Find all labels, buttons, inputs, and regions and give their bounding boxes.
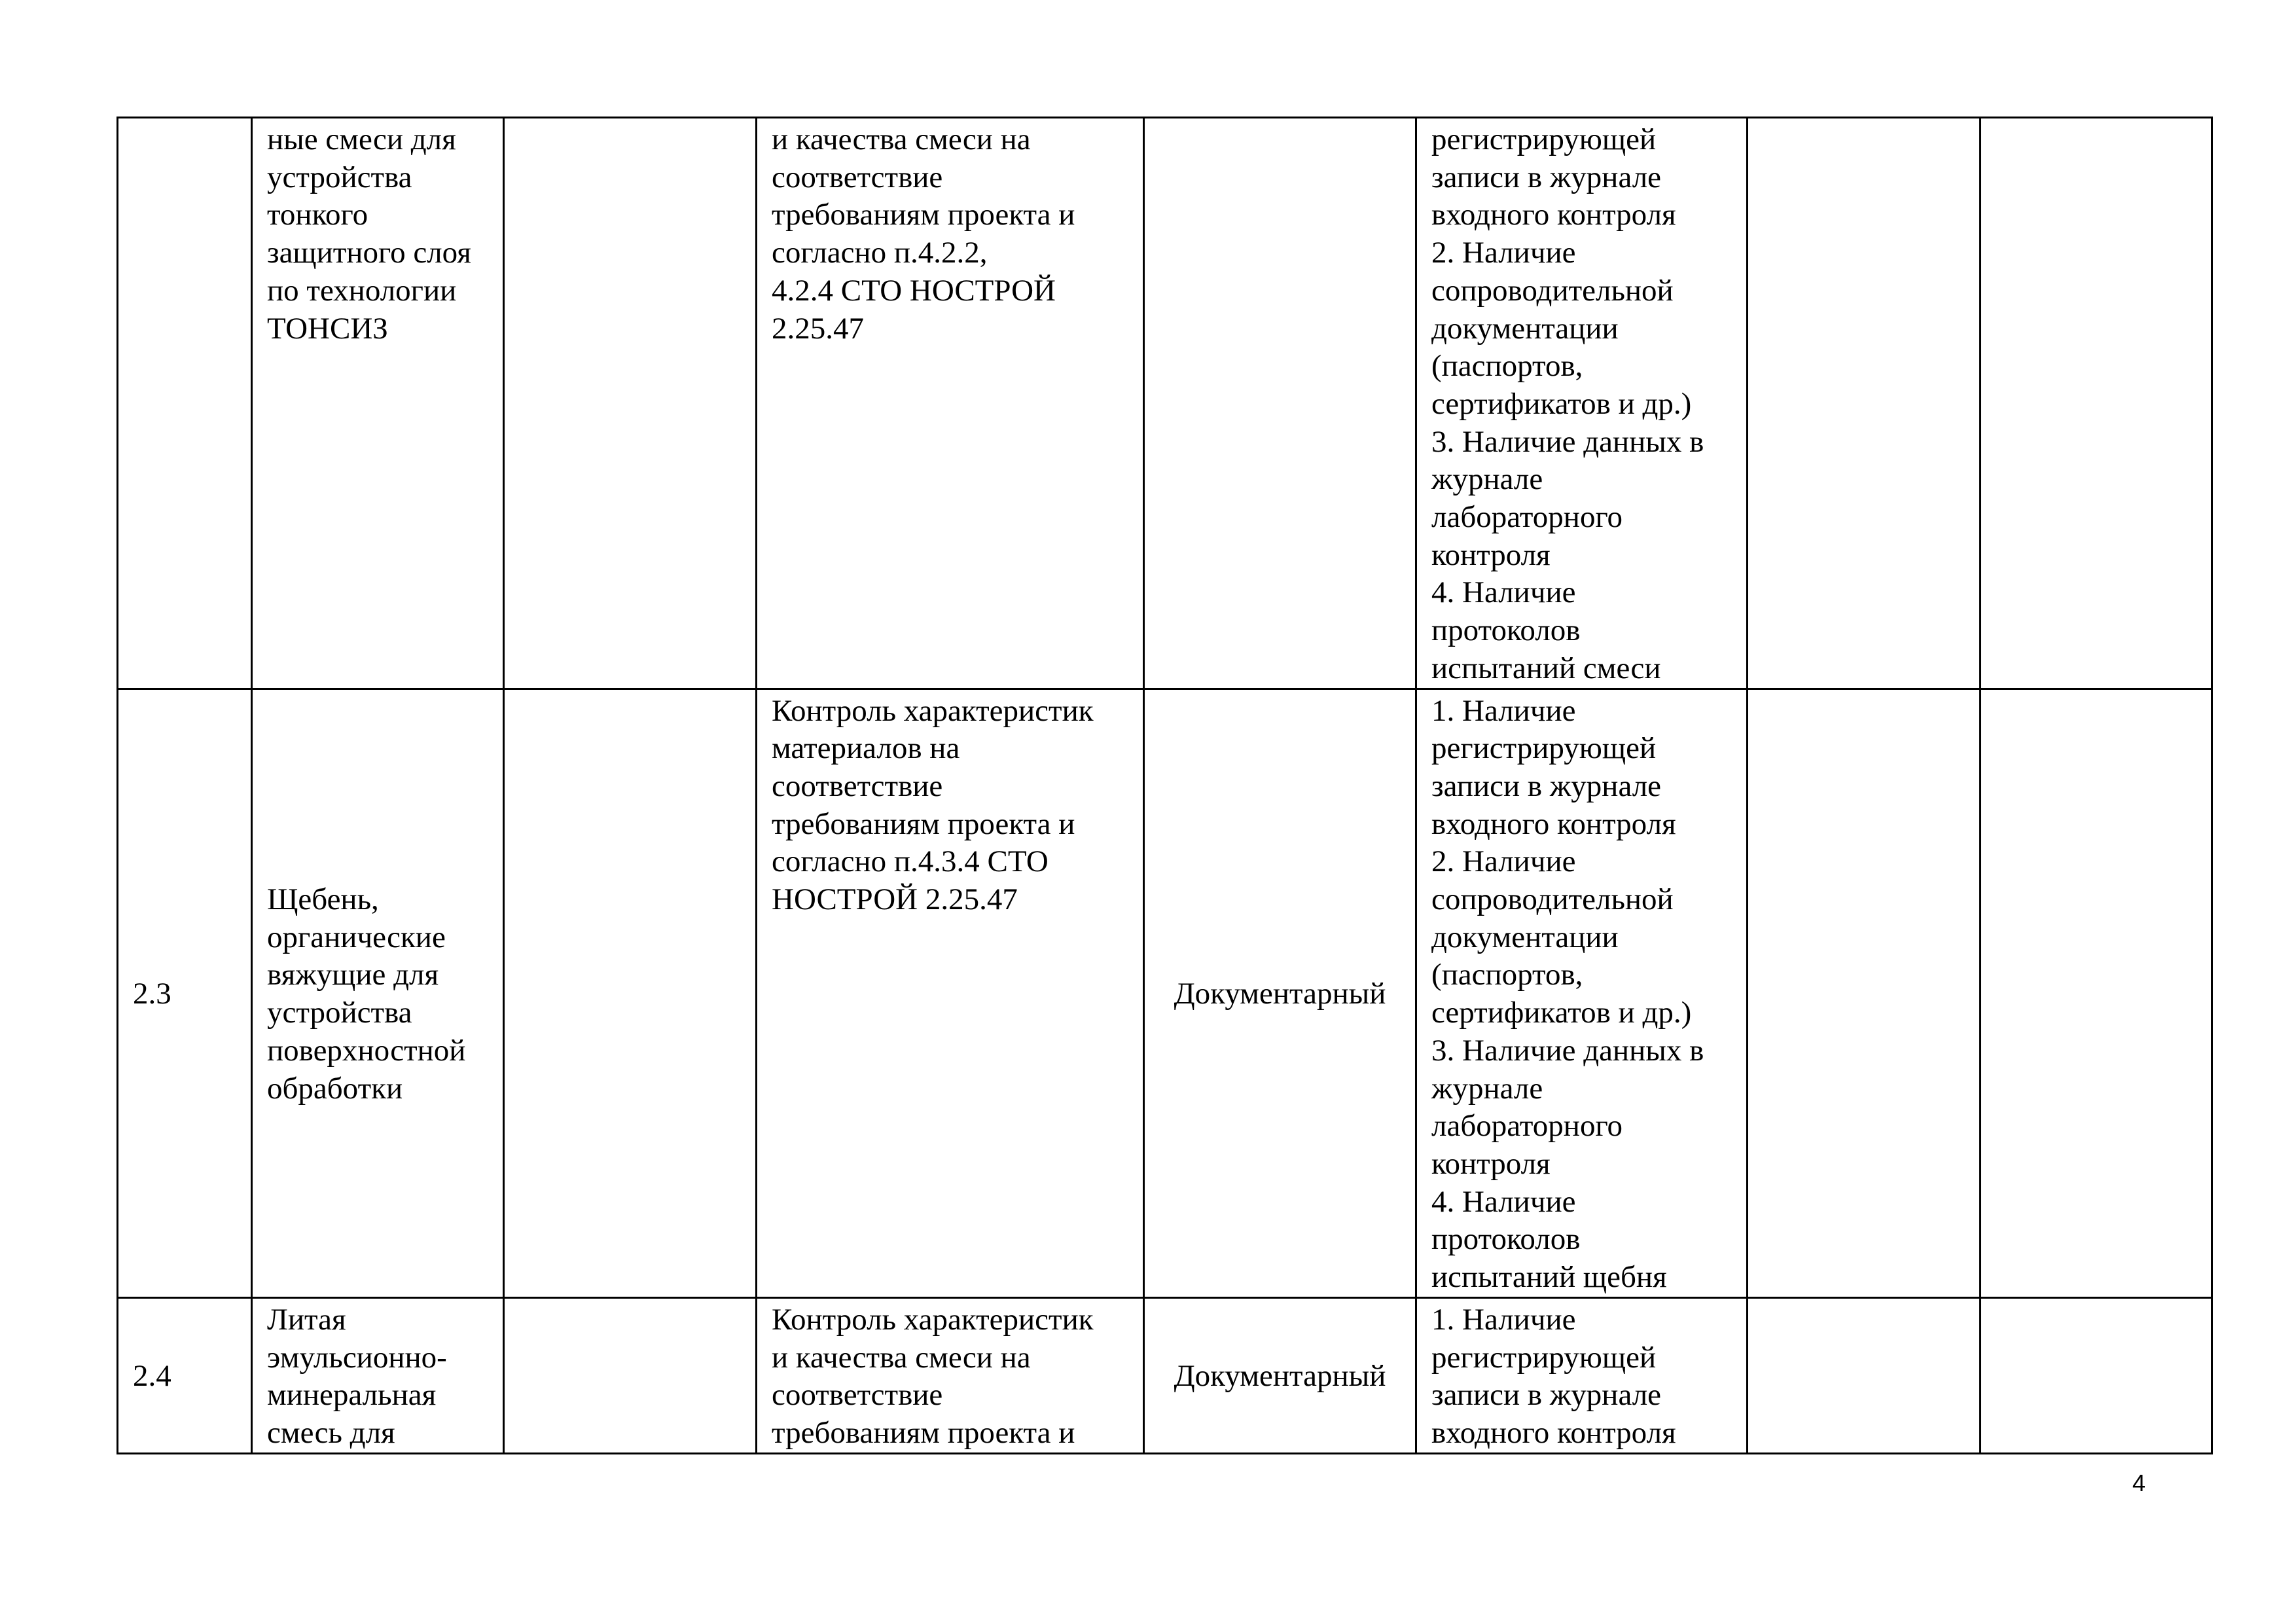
cell-line: журнале	[1431, 1071, 1543, 1106]
cell-documents	[1416, 1297, 1748, 1453]
cell-line: требованиям проекта и	[772, 1415, 1075, 1450]
cell-line: обработки	[267, 1071, 403, 1106]
cell-line: регистрирующей	[1431, 731, 1657, 766]
cell-empty	[1748, 118, 1981, 689]
cell-material	[252, 1297, 504, 1453]
cell-control	[757, 1297, 1144, 1453]
cell-empty	[1748, 689, 1981, 1297]
cell-line: эмульсионно-	[267, 1340, 447, 1375]
cell-line: соответствие	[772, 768, 943, 803]
cell-line: устройства	[267, 160, 412, 194]
cell-line: журнале	[1431, 462, 1543, 497]
table-row	[118, 1297, 2212, 1453]
cell-line: 2. Наличие	[1431, 844, 1576, 879]
cell-line: регистрирующей	[1431, 1340, 1657, 1375]
cell-line: контроля	[1431, 1146, 1551, 1181]
cell-line: записи в журнале	[1431, 1378, 1662, 1413]
cell-line: 3. Наличие данных в	[1431, 1033, 1704, 1068]
cell-line: записи в журнале	[1431, 768, 1662, 803]
cell-empty	[1748, 1297, 1981, 1453]
cell-empty	[1981, 118, 2212, 689]
cell-line: записи в журнале	[1431, 160, 1662, 194]
cell-empty	[504, 689, 757, 1297]
cell-line: сопроводительной	[1431, 273, 1674, 308]
cell-line: вяжущие для	[267, 958, 439, 992]
cell-line: протоколов	[1431, 613, 1581, 648]
cell-line: согласно п.4.3.4 СТО	[772, 844, 1049, 879]
cell-line: лабораторного	[1431, 1109, 1623, 1144]
cell-line: согласно п.4.2.2,	[772, 236, 988, 270]
cell-empty	[1981, 1297, 2212, 1453]
cell-line: НОСТРОЙ 2.25.47	[772, 882, 1018, 917]
cell-line: органические	[267, 920, 446, 954]
cell-line: (паспортов,	[1431, 958, 1583, 992]
cell-line: материалов на	[772, 731, 960, 766]
cell-line: тонкого	[267, 198, 368, 232]
cell-line: смесь для	[267, 1415, 395, 1450]
cell-line: соответствие	[772, 160, 943, 194]
cell-line: поверхностной	[267, 1033, 466, 1068]
page-number: 4	[2132, 1470, 2146, 1496]
cell-line: Литая	[267, 1302, 346, 1337]
cell-line: документации	[1431, 311, 1619, 346]
cell-line: испытаний щебня	[1431, 1260, 1667, 1295]
cell-line: устройства	[267, 996, 412, 1030]
cell-method: Документарный	[1144, 1297, 1416, 1453]
table-row	[118, 118, 2212, 689]
table-row	[118, 689, 2212, 1297]
cell-line: и качества смеси на	[772, 1340, 1031, 1375]
cell-line: по технологии	[267, 273, 457, 308]
cell-number: 2.3	[118, 689, 252, 1297]
cell-line: Контроль характеристик	[772, 693, 1094, 728]
cell-control	[757, 118, 1144, 689]
cell-line: 4. Наличие	[1431, 575, 1576, 610]
cell-line: сопроводительной	[1431, 882, 1674, 917]
cell-line: и качества смеси на	[772, 122, 1031, 156]
cell-line: входного контроля	[1431, 806, 1676, 841]
cell-line: испытаний смеси	[1431, 651, 1661, 685]
cell-line: 1. Наличие	[1431, 693, 1576, 728]
cell-line: контроля	[1431, 537, 1551, 572]
cell-line: 3. Наличие данных в	[1431, 424, 1704, 459]
cell-method	[1144, 118, 1416, 689]
cell-line: протоколов	[1431, 1222, 1581, 1257]
cell-line: входного контроля	[1431, 1415, 1676, 1450]
cell-line: соответствие	[772, 1378, 943, 1413]
cell-number: 2.4	[118, 1297, 252, 1453]
cell-line: Щебень,	[267, 882, 379, 917]
cell-line: ТОНСИЗ	[267, 311, 388, 346]
cell-line: сертификатов и др.)	[1431, 386, 1692, 421]
cell-line: требованиям проекта и	[772, 198, 1075, 232]
cell-empty	[1981, 689, 2212, 1297]
cell-line: регистрирующей	[1431, 122, 1657, 156]
cell-line: 2. Наличие	[1431, 236, 1576, 270]
control-table	[117, 117, 2213, 1454]
cell-line: минеральная	[267, 1378, 437, 1413]
cell-documents	[1416, 118, 1748, 689]
cell-number	[118, 118, 252, 689]
cell-line: ные смеси для	[267, 122, 456, 156]
cell-empty	[504, 1297, 757, 1453]
cell-documents	[1416, 689, 1748, 1297]
cell-line: документации	[1431, 920, 1619, 954]
cell-line: защитного слоя	[267, 236, 471, 270]
cell-line: 1. Наличие	[1431, 1302, 1576, 1337]
cell-line: 2.25.47	[772, 311, 864, 346]
cell-line: требованиям проекта и	[772, 806, 1075, 841]
cell-material	[252, 689, 504, 1297]
cell-line: (паспортов,	[1431, 349, 1583, 384]
cell-control	[757, 689, 1144, 1297]
cell-material	[252, 118, 504, 689]
cell-method: Документарный	[1144, 689, 1416, 1297]
cell-line: 4.2.4 СТО НОСТРОЙ	[772, 273, 1056, 308]
cell-empty	[504, 118, 757, 689]
cell-line: входного контроля	[1431, 198, 1676, 232]
cell-line: сертификатов и др.)	[1431, 996, 1692, 1030]
cell-line: Контроль характеристик	[772, 1302, 1094, 1337]
cell-line: 4. Наличие	[1431, 1184, 1576, 1219]
cell-line: лабораторного	[1431, 500, 1623, 535]
